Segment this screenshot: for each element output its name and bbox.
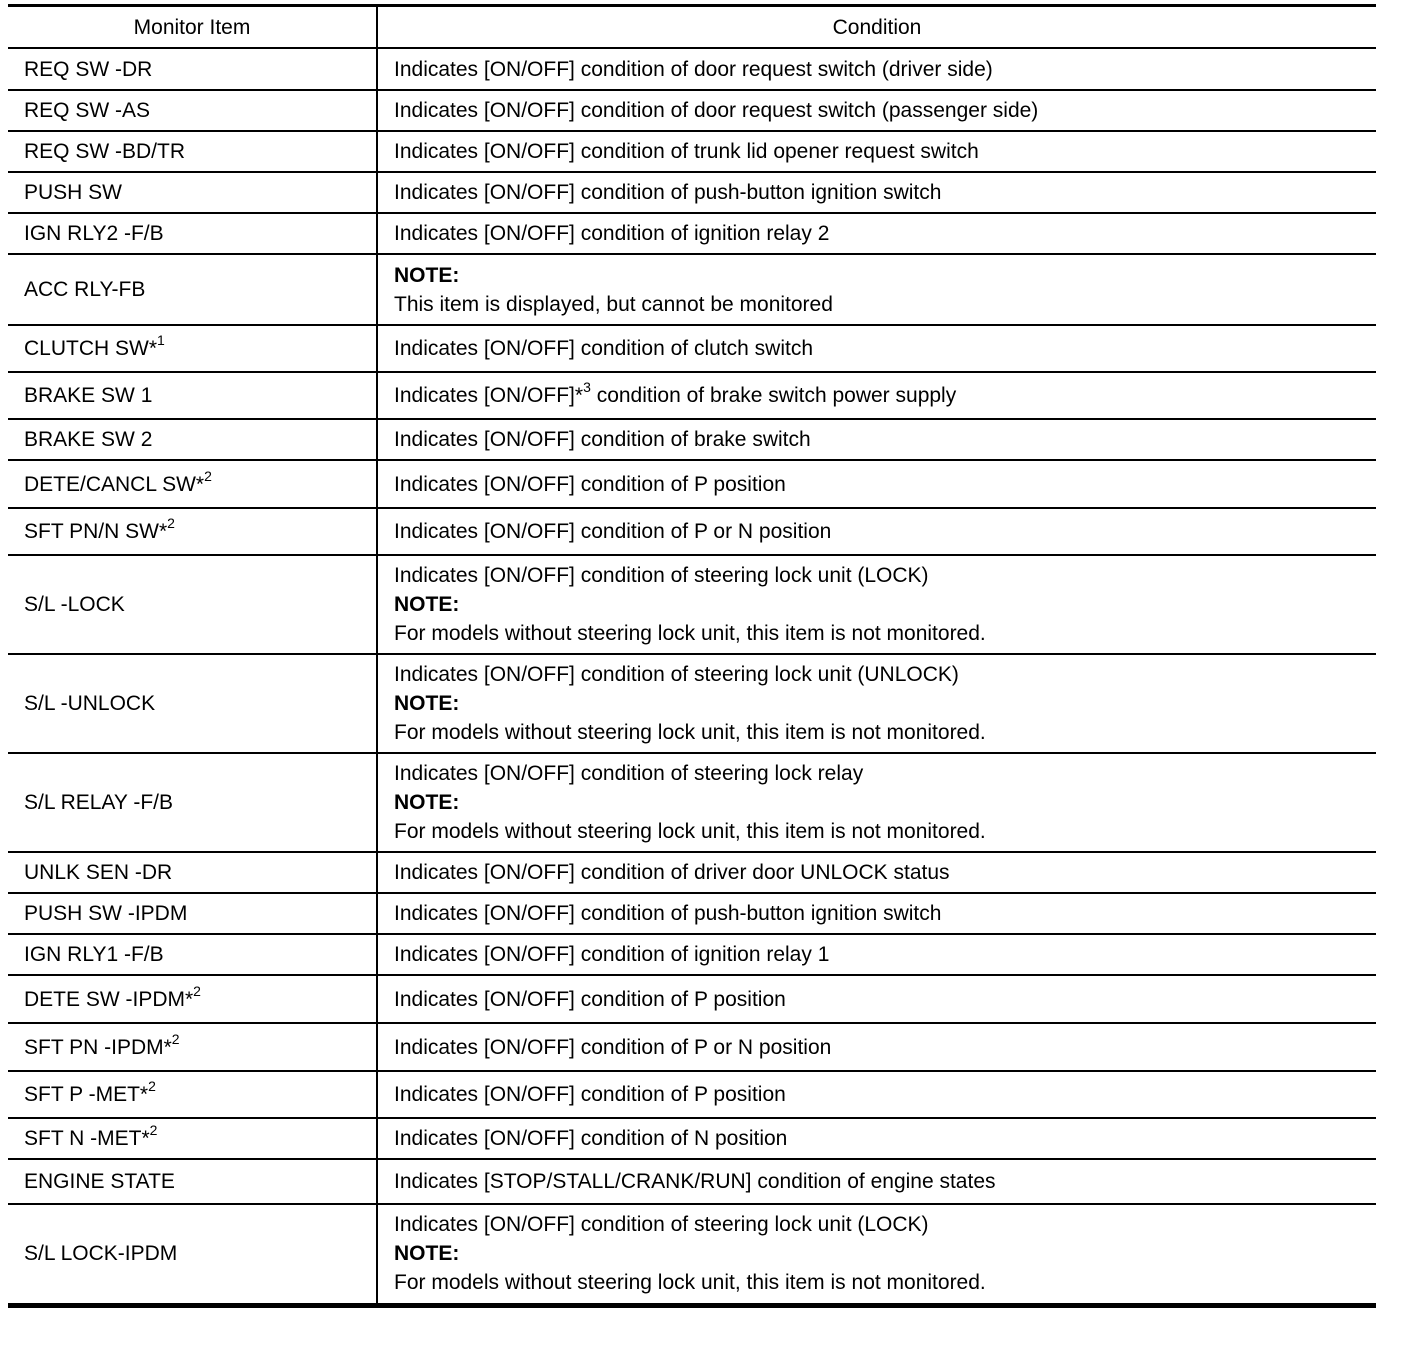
monitor-item-name: S/L LOCK-IPDM — [24, 1242, 178, 1266]
condition-cell — [377, 419, 1376, 460]
condition-line — [394, 1080, 1360, 1109]
condition-text: Indicates [ON/OFF] condition of P or N position — [394, 520, 832, 543]
footnote-marker: 2 — [148, 1078, 156, 1094]
condition-cell — [377, 372, 1376, 419]
condition-line — [394, 1033, 1360, 1062]
condition-line — [394, 219, 1360, 248]
monitor-item-cell — [8, 172, 377, 213]
condition-cell — [377, 1023, 1376, 1071]
condition-line — [394, 334, 1360, 363]
monitor-item-name: SFT PN -IPDM* — [24, 1035, 172, 1059]
monitor-item-name: DETE/CANCL SW* — [24, 472, 205, 496]
monitor-item-cell — [8, 48, 377, 90]
condition-text: Indicates [ON/OFF] condition of P position — [394, 987, 786, 1011]
condition-line — [394, 1268, 1360, 1297]
table-row — [8, 934, 1376, 975]
condition-text: Indicates [ON/OFF] condition of driver door UNLOCK status — [394, 861, 950, 884]
note-label — [394, 689, 1360, 718]
condition-line — [394, 381, 1360, 410]
monitor-item-cell — [8, 654, 377, 753]
table-row — [8, 90, 1376, 131]
monitor-item-name: REQ SW -AS — [24, 99, 151, 122]
condition-line — [394, 660, 1360, 689]
condition-line — [394, 759, 1360, 788]
monitor-item-cell — [8, 893, 377, 934]
table-row — [8, 48, 1376, 90]
footnote-marker: 2 — [204, 467, 212, 484]
note-label — [394, 788, 1360, 817]
condition-text: This item is displayed, but cannot be monitored — [394, 292, 833, 316]
condition-line — [394, 290, 1360, 319]
table-row — [8, 893, 1376, 934]
condition-text: Indicates [ON/OFF] condition of clutch switch — [394, 337, 813, 360]
condition-text: For models without steering lock unit, this item is not monitored. — [394, 721, 986, 744]
condition-line — [394, 96, 1360, 125]
condition-line — [394, 619, 1360, 648]
condition-text: Indicates [ON/OFF] condition of P position — [394, 472, 786, 496]
condition-text: For models without steering lock unit, this item is not monitored. — [394, 820, 986, 843]
monitor-item-name: S/L RELAY -F/B — [24, 791, 173, 814]
condition-line — [394, 55, 1360, 84]
monitor-item-cell — [8, 975, 377, 1023]
condition-line — [394, 985, 1360, 1014]
table-row — [8, 1071, 1376, 1118]
table-row — [8, 172, 1376, 213]
note-label — [394, 261, 1360, 290]
monitor-item-name: REQ SW -DR — [24, 57, 153, 81]
condition-text: Indicates [ON/OFF] condition of ignition relay 2 — [394, 222, 830, 245]
condition-line — [394, 470, 1360, 499]
condition-text: Indicates [ON/OFF] condition of steering lock relay — [394, 762, 864, 785]
condition-cell — [377, 555, 1376, 654]
monitor-item-name: ENGINE STATE — [24, 1170, 175, 1193]
condition-line — [394, 517, 1360, 546]
monitor-item-name: PUSH SW — [24, 181, 123, 204]
condition-line — [394, 178, 1360, 207]
table-row — [8, 753, 1376, 852]
condition-text: NOTE: — [394, 1242, 460, 1266]
condition-line — [394, 817, 1360, 846]
condition-line — [394, 1210, 1360, 1239]
monitor-item-name: SFT P -MET* — [24, 1083, 149, 1106]
monitor-item-cell — [8, 1023, 377, 1071]
monitor-item-cell — [8, 131, 377, 172]
monitor-item-cell — [8, 1071, 377, 1118]
condition-cell — [377, 254, 1376, 325]
condition-cell — [377, 1204, 1376, 1305]
monitor-item-name: PUSH SW -IPDM — [24, 902, 188, 925]
table-row — [8, 213, 1376, 254]
condition-line — [394, 718, 1360, 747]
condition-cell — [377, 1071, 1376, 1118]
monitor-item-cell — [8, 254, 377, 325]
condition-text: Indicates [ON/OFF] condition of steering lock unit (LOCK) — [394, 1213, 929, 1237]
table-row — [8, 460, 1376, 508]
condition-cell — [377, 508, 1376, 555]
condition-cell — [377, 131, 1376, 172]
condition-text: Indicates [ON/OFF] condition of brake switch — [394, 428, 811, 451]
monitor-item-cell — [8, 508, 377, 555]
monitor-item-name: IGN RLY2 -F/B — [24, 222, 164, 245]
condition-text: NOTE: — [394, 593, 460, 616]
monitor-item-cell — [8, 1118, 377, 1159]
monitor-item-name: BRAKE SW 1 — [24, 384, 153, 407]
condition-text: Indicates [ON/OFF] condition of steering lock unit (LOCK) — [394, 564, 929, 587]
condition-text: Indicates [ON/OFF] condition of trunk lid opener request switch — [394, 140, 979, 163]
monitor-item-name: IGN RLY1 -F/B — [24, 943, 164, 966]
header-row — [8, 6, 1376, 49]
monitor-item-name: S/L -LOCK — [24, 593, 125, 616]
condition-text: NOTE: — [394, 692, 460, 715]
note-label — [394, 590, 1360, 619]
monitor-item-name: CLUTCH SW* — [24, 337, 158, 360]
table-row — [8, 975, 1376, 1023]
table-row — [8, 852, 1376, 893]
table-row — [8, 131, 1376, 172]
condition-cell — [377, 172, 1376, 213]
monitor-item-name: UNLK SEN -DR — [24, 861, 173, 884]
footnote-marker: 2 — [193, 982, 201, 999]
monitor-item-cell — [8, 372, 377, 419]
condition-text: NOTE: — [394, 791, 460, 814]
table-row — [8, 419, 1376, 460]
condition-cell — [377, 48, 1376, 90]
footnote-marker: 2 — [167, 515, 175, 531]
note-label — [394, 1239, 1360, 1268]
condition-text: Indicates [ON/OFF] condition of P position — [394, 1083, 786, 1106]
condition-text: Indicates [ON/OFF] condition of P or N position — [394, 1035, 832, 1059]
monitor-item-name: S/L -UNLOCK — [24, 692, 156, 715]
table-row — [8, 372, 1376, 419]
table-row — [8, 508, 1376, 555]
table-row — [8, 1023, 1376, 1071]
condition-cell — [377, 460, 1376, 508]
monitor-item-name: REQ SW -BD/TR — [24, 140, 185, 163]
monitor-item-name: BRAKE SW 2 — [24, 428, 153, 451]
condition-text: Indicates [ON/OFF] condition of ignition relay 1 — [394, 943, 830, 966]
table-row — [8, 1118, 1376, 1159]
condition-line — [394, 137, 1360, 166]
table-row — [8, 325, 1376, 372]
condition-line — [394, 940, 1360, 969]
header-condition: Condition — [377, 6, 1376, 49]
footnote-marker: 2 — [149, 1122, 158, 1138]
condition-text: Indicates [ON/OFF] condition of door request switch (driver side) — [394, 57, 993, 81]
monitor-item-name: SFT PN/N SW* — [24, 520, 168, 543]
monitor-item-cell — [8, 1159, 377, 1204]
footnote-marker: 2 — [171, 1030, 180, 1047]
condition-line — [394, 1167, 1360, 1196]
footnote-marker: 1 — [157, 332, 165, 348]
monitor-item-name: DETE SW -IPDM* — [24, 987, 194, 1011]
monitor-item-name: ACC RLY-FB — [24, 278, 146, 301]
condition-text: NOTE: — [394, 263, 460, 287]
monitor-item-cell — [8, 1204, 377, 1305]
table-row — [8, 1159, 1376, 1204]
condition-text: Indicates [ON/OFF] condition of push-button ignition switch — [394, 902, 942, 925]
monitor-item-cell — [8, 325, 377, 372]
condition-cell — [377, 1118, 1376, 1159]
condition-line — [394, 561, 1360, 590]
condition-cell — [377, 975, 1376, 1023]
monitor-item-cell — [8, 213, 377, 254]
condition-text: For models without steering lock unit, this item is not monitored. — [394, 622, 986, 645]
table-row — [8, 654, 1376, 753]
condition-text: Indicates [ON/OFF]* — [394, 384, 584, 407]
condition-cell — [377, 90, 1376, 131]
condition-line — [394, 899, 1360, 928]
header-monitor-item: Monitor Item — [8, 6, 377, 49]
monitor-item-cell — [8, 555, 377, 654]
condition-line — [394, 858, 1360, 887]
condition-text: Indicates [STOP/STALL/CRANK/RUN] condition of engine states — [394, 1170, 996, 1193]
condition-cell — [377, 325, 1376, 372]
condition-text: Indicates [ON/OFF] condition of steering lock unit (UNLOCK) — [394, 663, 959, 686]
condition-text: For models without steering lock unit, this item is not monitored. — [394, 1271, 986, 1295]
condition-cell — [377, 213, 1376, 254]
monitor-item-cell — [8, 460, 377, 508]
condition-text: Indicates [ON/OFF] condition of door request switch (passenger side) — [394, 99, 1039, 122]
table-row — [8, 254, 1376, 325]
monitor-item-cell — [8, 419, 377, 460]
condition-line — [394, 1124, 1360, 1153]
condition-text: Indicates [ON/OFF] condition of N position — [394, 1127, 788, 1150]
condition-cell — [377, 654, 1376, 753]
condition-cell — [377, 753, 1376, 852]
condition-text: condition of brake switch power supply — [590, 384, 957, 407]
condition-cell — [377, 852, 1376, 893]
table-row — [8, 1204, 1376, 1305]
condition-cell — [377, 934, 1376, 975]
condition-cell — [377, 893, 1376, 934]
monitor-item-cell — [8, 852, 377, 893]
condition-line — [394, 425, 1360, 454]
monitor-item-cell — [8, 753, 377, 852]
monitor-item-name: SFT N -MET* — [24, 1127, 150, 1150]
monitor-item-table — [8, 4, 1376, 1308]
monitor-item-cell — [8, 90, 377, 131]
monitor-item-cell — [8, 934, 377, 975]
footnote-marker: 3 — [583, 379, 591, 395]
table-row — [8, 555, 1376, 654]
condition-cell — [377, 1159, 1376, 1204]
condition-text: Indicates [ON/OFF] condition of push-button ignition switch — [394, 181, 942, 204]
